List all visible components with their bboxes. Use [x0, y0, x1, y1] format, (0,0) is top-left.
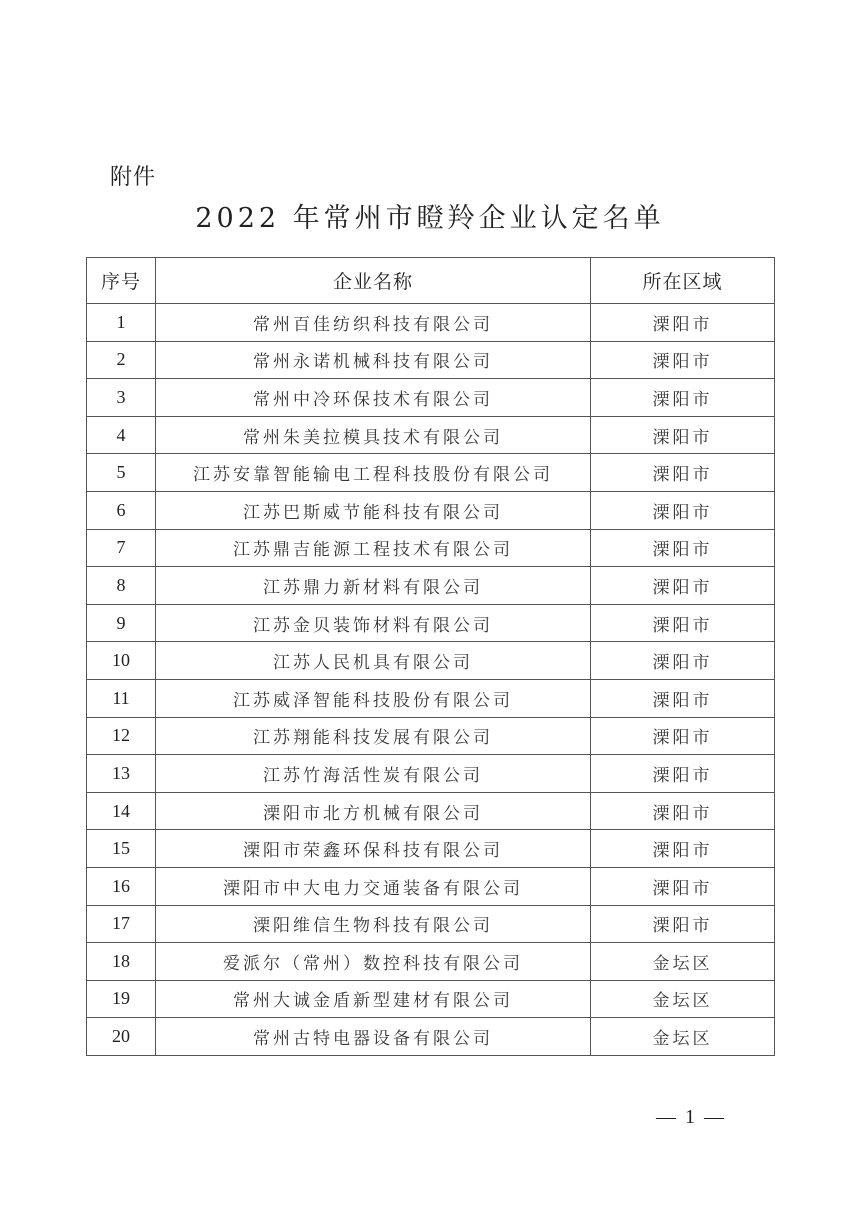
row-company-name-cell: 溧阳市荣鑫环保科技有限公司 — [156, 830, 591, 868]
row-seq-cell: 3 — [87, 379, 156, 417]
row-company-name-cell: 溧阳维信生物科技有限公司 — [156, 905, 591, 943]
row-seq-cell: 11 — [87, 679, 156, 717]
row-company-name-cell: 江苏安靠智能输电工程科技股份有限公司 — [156, 454, 591, 492]
row-company-name-cell: 常州大诚金盾新型建材有限公司 — [156, 980, 591, 1018]
row-region-cell: 溧阳市 — [591, 679, 775, 717]
row-region-cell: 溧阳市 — [591, 567, 775, 605]
row-company-name-cell: 江苏巴斯威节能科技有限公司 — [156, 491, 591, 529]
table-row — [87, 830, 775, 868]
row-company-name-cell: 江苏金贝装饰材料有限公司 — [156, 604, 591, 642]
document-title: 2022 年常州市瞪羚企业认定名单 — [195, 203, 665, 234]
row-region-cell: 溧阳市 — [591, 604, 775, 642]
row-seq-cell: 6 — [87, 491, 156, 529]
page-number: — 1 — — [656, 1106, 726, 1128]
enterprise-list-table — [86, 257, 775, 1056]
row-seq-cell: 2 — [87, 341, 156, 379]
row-region-cell: 溧阳市 — [591, 717, 775, 755]
row-company-name-cell: 江苏鼎力新材料有限公司 — [156, 567, 591, 605]
row-seq-cell: 10 — [87, 642, 156, 680]
row-seq-cell: 5 — [87, 454, 156, 492]
table-body — [87, 304, 775, 1056]
row-seq-cell: 14 — [87, 792, 156, 830]
table-row — [87, 642, 775, 680]
row-company-name-cell: 溧阳市北方机械有限公司 — [156, 792, 591, 830]
table-row — [87, 792, 775, 830]
table-header — [87, 258, 775, 304]
row-seq-cell: 17 — [87, 905, 156, 943]
row-company-name-cell: 常州永诺机械科技有限公司 — [156, 341, 591, 379]
row-region-cell: 金坛区 — [591, 943, 775, 981]
row-company-name-cell: 常州中冷环保技术有限公司 — [156, 379, 591, 417]
header-row — [87, 258, 775, 304]
table-row — [87, 454, 775, 492]
table-row — [87, 491, 775, 529]
row-seq-cell: 7 — [87, 529, 156, 567]
row-seq-cell: 19 — [87, 980, 156, 1018]
table-row — [87, 416, 775, 454]
row-seq-cell: 18 — [87, 943, 156, 981]
row-region-cell: 溧阳市 — [591, 755, 775, 793]
row-seq-cell: 9 — [87, 604, 156, 642]
row-region-cell: 溧阳市 — [591, 454, 775, 492]
row-company-name-cell: 江苏翔能科技发展有限公司 — [156, 717, 591, 755]
row-region-cell: 溧阳市 — [591, 491, 775, 529]
row-seq-cell: 12 — [87, 717, 156, 755]
header-region: 所在区域 — [591, 258, 775, 304]
table-row — [87, 341, 775, 379]
row-seq-cell: 16 — [87, 867, 156, 905]
table-row — [87, 943, 775, 981]
row-company-name-cell: 常州朱美拉模具技术有限公司 — [156, 416, 591, 454]
table-row — [87, 755, 775, 793]
attachment-label: 附件 — [110, 165, 157, 190]
table-row — [87, 867, 775, 905]
header-seq: 序号 — [87, 258, 156, 304]
header-company-name: 企业名称 — [156, 258, 591, 304]
row-company-name-cell: 江苏威泽智能科技股份有限公司 — [156, 679, 591, 717]
table-row — [87, 905, 775, 943]
row-region-cell: 溧阳市 — [591, 341, 775, 379]
row-company-name-cell: 常州百佳纺织科技有限公司 — [156, 304, 591, 342]
table-row — [87, 980, 775, 1018]
row-region-cell: 溧阳市 — [591, 905, 775, 943]
row-company-name-cell: 爱派尔（常州）数控科技有限公司 — [156, 943, 591, 981]
table-row — [87, 567, 775, 605]
row-region-cell: 溧阳市 — [591, 867, 775, 905]
table-row — [87, 379, 775, 417]
table-row — [87, 604, 775, 642]
row-region-cell: 溧阳市 — [591, 642, 775, 680]
row-region-cell: 溧阳市 — [591, 529, 775, 567]
row-seq-cell: 15 — [87, 830, 156, 868]
row-seq-cell: 13 — [87, 755, 156, 793]
row-region-cell: 金坛区 — [591, 980, 775, 1018]
row-seq-cell: 8 — [87, 567, 156, 605]
table-row — [87, 1018, 775, 1056]
row-seq-cell: 20 — [87, 1018, 156, 1056]
row-seq-cell: 4 — [87, 416, 156, 454]
row-region-cell: 金坛区 — [591, 1018, 775, 1056]
row-company-name-cell: 江苏鼎吉能源工程技术有限公司 — [156, 529, 591, 567]
row-region-cell: 溧阳市 — [591, 379, 775, 417]
row-region-cell: 溧阳市 — [591, 304, 775, 342]
row-company-name-cell: 常州古特电器设备有限公司 — [156, 1018, 591, 1056]
row-region-cell: 溧阳市 — [591, 830, 775, 868]
row-company-name-cell: 溧阳市中大电力交通装备有限公司 — [156, 867, 591, 905]
table-row — [87, 717, 775, 755]
row-region-cell: 溧阳市 — [591, 792, 775, 830]
row-company-name-cell: 江苏竹海活性炭有限公司 — [156, 755, 591, 793]
table-row — [87, 304, 775, 342]
row-company-name-cell: 江苏人民机具有限公司 — [156, 642, 591, 680]
table-row — [87, 529, 775, 567]
table-row — [87, 679, 775, 717]
row-seq-cell: 1 — [87, 304, 156, 342]
row-region-cell: 溧阳市 — [591, 416, 775, 454]
